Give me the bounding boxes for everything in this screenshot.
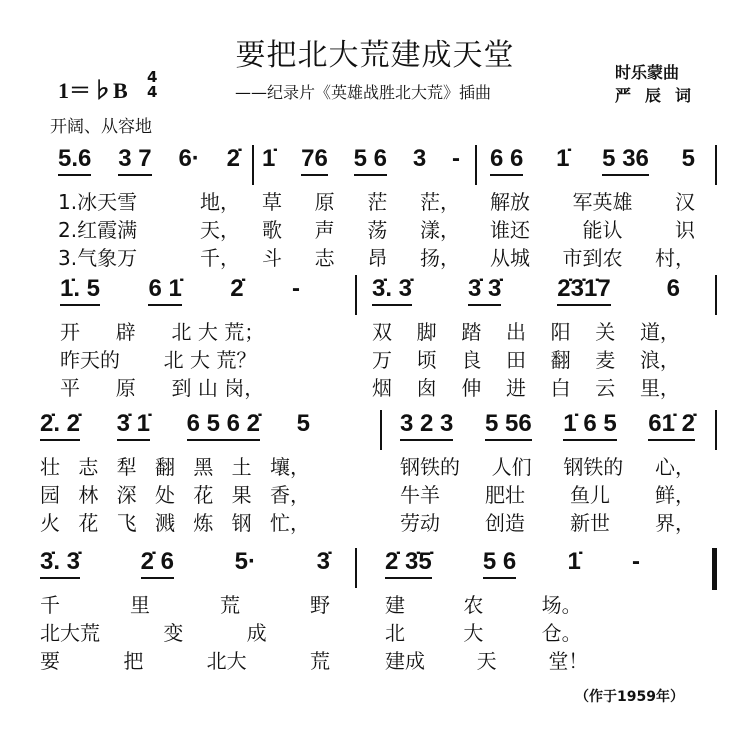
lyricist-credit: 严辰词 — [615, 86, 706, 105]
note-group-row — [372, 272, 680, 306]
lyric-syllable: 道， — [639, 320, 680, 344]
lyric-syllable: 荒 — [309, 649, 330, 673]
lyric-syllable: 把 — [123, 649, 144, 673]
lyric-syllable: 园 — [40, 483, 60, 507]
lyric-syllable: 扬， — [419, 246, 460, 270]
note: 5.6 — [58, 147, 91, 176]
lyric-syllable: 平 — [60, 376, 80, 400]
lyric-syllable: 人们 — [491, 455, 532, 479]
lyric-line-verse-1 — [40, 589, 330, 618]
lyric-syllable: 牛羊 — [400, 483, 440, 507]
lyric-syllable: 创造 — [485, 511, 525, 535]
lyric-syllable: 要 — [40, 649, 60, 673]
note: 1̇ — [556, 145, 570, 172]
lyric-syllable: 识 — [675, 218, 695, 242]
lyric-syllable: 犁 — [116, 455, 137, 479]
note-group-row — [385, 545, 640, 579]
lyric-line-verse-3 — [40, 645, 330, 674]
measure — [262, 142, 460, 277]
lyric-syllable: 千， — [200, 246, 240, 270]
measure — [60, 272, 300, 407]
measure — [490, 142, 695, 277]
lyric-syllable: 新世 — [570, 511, 610, 535]
lyric-syllable: 香， — [269, 483, 310, 507]
lyric-syllable: 堂！ — [548, 649, 589, 673]
lyric-line-verse-2 — [40, 617, 330, 646]
lyric-syllable: 顷 — [416, 348, 437, 372]
lyric-syllable: 界， — [655, 511, 695, 535]
lyric-syllable: 钢 — [231, 511, 252, 535]
song-title: 要把北大荒建成天堂 — [235, 38, 515, 73]
note: 6 1̇ — [148, 277, 181, 306]
lyric-syllable: 场。 — [541, 593, 582, 617]
lyric-syllable: 果 — [231, 483, 252, 507]
lyric-syllable: 昂 — [367, 246, 388, 270]
lyric-line-verse-1 — [385, 589, 640, 618]
lyric-syllable: 火 — [40, 511, 60, 535]
lyric-syllable: 浪， — [639, 348, 680, 372]
lyric-syllable: 北 大 荒； — [171, 320, 265, 344]
measure — [40, 545, 330, 680]
note: 1̇. 5 — [60, 277, 100, 306]
lyric-line-verse-1 — [372, 316, 680, 345]
note: 3 7 — [118, 147, 151, 176]
lyric-syllable: 里 — [130, 593, 150, 617]
lyric-syllable: 千 — [40, 593, 60, 617]
lyric-syllable: 肥壮 — [485, 483, 525, 507]
lyric-syllable: 深 — [116, 483, 137, 507]
lyric-syllable: 茫， — [419, 190, 460, 214]
lyric-syllable: 大 — [463, 621, 484, 645]
note: 5 — [296, 410, 310, 437]
note-group-row — [40, 545, 330, 579]
measure — [58, 142, 240, 277]
lyric-syllable: 北大 — [206, 649, 247, 673]
barline — [475, 145, 477, 185]
lyric-syllable: 翻 — [550, 348, 571, 372]
note: 6 6 — [490, 147, 523, 176]
note-group-row — [400, 407, 695, 441]
note: - — [451, 145, 460, 172]
lyric-line-verse-2 — [40, 479, 310, 508]
lyric-syllable: 农 — [463, 593, 484, 617]
lyric-syllable: 茫 — [367, 190, 388, 214]
lyric-syllable: 3.气象万 — [58, 246, 138, 270]
lyric-syllable: 土 — [231, 455, 252, 479]
lyric-syllable: 麦 — [595, 348, 616, 372]
lyric-syllable: 囱 — [416, 376, 437, 400]
lyric-syllable: 从城 — [490, 246, 530, 270]
lyric-syllable: 飞 — [116, 511, 137, 535]
lyric-line-verse-3 — [490, 242, 695, 271]
lyric-syllable: 野 — [310, 593, 330, 617]
lyric-line-verse-1 — [58, 186, 240, 215]
lyric-syllable: 黑 — [193, 455, 214, 479]
lyric-syllable: 天， — [200, 218, 240, 242]
lyric-syllable: 万 — [372, 348, 392, 372]
lyric-syllable: 汉 — [675, 190, 695, 214]
measure — [385, 545, 640, 680]
lyric-syllable: 云 — [595, 376, 616, 400]
lyric-syllable: 炼 — [193, 511, 214, 535]
lyric-line-verse-2 — [58, 214, 240, 243]
lyric-syllable: 变 — [163, 621, 184, 645]
lyric-syllable: 仓。 — [541, 621, 582, 645]
lyric-line-verse-1 — [60, 316, 300, 345]
lyric-syllable: 建 — [385, 593, 405, 617]
lyric-syllable: 花 — [193, 483, 214, 507]
lyric-syllable: 田 — [505, 348, 526, 372]
lyric-syllable: 荡 — [367, 218, 388, 242]
composer-credit: 时乐蒙曲 — [615, 63, 680, 82]
barline — [715, 410, 717, 450]
lyric-line-verse-1 — [400, 451, 695, 480]
lyric-line-verse-3 — [385, 645, 640, 674]
lyric-syllable: 斗 — [262, 246, 282, 270]
note: 5 6 — [483, 550, 516, 579]
lyric-syllable: 志 — [78, 455, 99, 479]
lyric-line-verse-2 — [60, 344, 300, 373]
barline — [380, 410, 382, 450]
lyric-syllable: 北 大 荒？ — [163, 348, 257, 372]
lyric-syllable: 歌 — [262, 218, 282, 242]
lyric-syllable: 溅 — [154, 511, 175, 535]
lyric-syllable: 志 — [314, 246, 335, 270]
lyric-line-verse-3 — [58, 242, 240, 271]
lyric-syllable: 脚 — [416, 320, 437, 344]
note: 2̇ 6 — [141, 550, 174, 579]
barline — [715, 275, 717, 315]
lyric-syllable: 北大荒 — [40, 621, 100, 645]
time-signature — [147, 70, 157, 100]
lyric-syllable: 建成 — [385, 649, 425, 673]
note: 2̇3̇1̇7 — [557, 277, 610, 306]
lyric-syllable: 烟 — [372, 376, 392, 400]
lyric-syllable: 地， — [200, 190, 240, 214]
lyric-syllable: 花 — [78, 511, 99, 535]
note: 2̇ 3̇5̇ — [385, 550, 432, 579]
lyric-syllable: 钢铁的 — [400, 455, 460, 479]
lyric-line-verse-3 — [40, 507, 310, 536]
note: 61̇ 2̇ — [648, 412, 695, 441]
note: - — [291, 275, 300, 302]
note: 5 56 — [485, 412, 532, 441]
lyric-syllable: 白 — [550, 376, 571, 400]
note: 76 — [301, 147, 328, 176]
lyric-syllable: 谁还 — [490, 218, 530, 242]
measure — [400, 407, 695, 542]
note: 3̇. 3̇ — [372, 277, 412, 306]
note: 5 — [681, 145, 695, 172]
lyric-syllable: 踏 — [461, 320, 482, 344]
lyric-syllable: 伸 — [461, 376, 482, 400]
lyric-syllable: 军英雄 — [572, 190, 633, 214]
note: 6 5 6 2̇ — [187, 412, 260, 441]
lyric-line-verse-3 — [60, 372, 300, 401]
lyric-syllable: 翻 — [154, 455, 175, 479]
key-signature: 1＝♭B — [58, 78, 128, 103]
lyric-syllable: 成 — [246, 621, 267, 645]
note: 3̇ 3̇ — [468, 277, 501, 306]
lyric-syllable: 心， — [654, 455, 695, 479]
lyric-syllable: 草 — [262, 190, 282, 214]
final-double-barline — [712, 548, 717, 590]
meter-top: 4 — [147, 68, 158, 86]
lyric-syllable: 辟 — [115, 320, 136, 344]
lyric-syllable: 到 山 岗， — [171, 376, 265, 400]
tempo-marking: 开阔、从容地 — [50, 117, 152, 137]
note: 5 6 — [354, 147, 387, 176]
lyric-syllable: 双 — [372, 320, 392, 344]
lyric-syllable: 关 — [595, 320, 616, 344]
lyric-syllable: 2.红霞满 — [58, 218, 138, 242]
note: 2̇ — [230, 275, 244, 302]
lyric-syllable: 解放 — [490, 190, 530, 214]
barline — [355, 275, 357, 315]
lyric-syllable: 1.冰天雪 — [58, 190, 138, 214]
measure — [40, 407, 310, 542]
lyric-syllable: 荒 — [220, 593, 240, 617]
note: 3 — [412, 145, 427, 172]
meter-bottom: 4 — [147, 83, 158, 101]
measure — [372, 272, 680, 407]
lyric-syllable: 村， — [655, 246, 695, 270]
lyric-syllable: 鲜， — [655, 483, 695, 507]
note-group-row — [60, 272, 300, 306]
lyric-line-verse-3 — [400, 507, 695, 536]
note: 3̇ 1̇ — [117, 412, 150, 441]
lyric-syllable: 阳 — [550, 320, 571, 344]
note: 1̇ — [262, 145, 276, 172]
note-group-row — [58, 142, 240, 176]
lyric-line-verse-1 — [262, 186, 460, 215]
lyric-syllable: 里， — [639, 376, 680, 400]
lyric-syllable: 处 — [154, 483, 175, 507]
lyric-syllable: 钢铁的 — [563, 455, 624, 479]
lyric-syllable: 天 — [476, 649, 497, 673]
lyric-syllable: 能认 — [582, 218, 623, 242]
note: 1̇ — [567, 548, 581, 575]
lyric-syllable: 忙， — [269, 511, 310, 535]
lyric-syllable: 良 — [461, 348, 482, 372]
lyric-line-verse-2 — [385, 617, 640, 646]
barline — [715, 145, 717, 185]
lyric-syllable: 林 — [78, 483, 99, 507]
note: 2̇ — [226, 145, 240, 172]
lyric-line-verse-3 — [372, 372, 680, 401]
lyric-syllable: 漾， — [419, 218, 460, 242]
lyric-syllable: 劳动 — [400, 511, 440, 535]
lyric-line-verse-1 — [40, 451, 310, 480]
note-group-row — [40, 407, 310, 441]
note: 3̇ — [316, 548, 330, 575]
lyric-syllable: 壮 — [40, 455, 60, 479]
lyric-syllable: 壤， — [269, 455, 310, 479]
composition-date: （作于1959年） — [575, 689, 684, 705]
lyric-line-verse-3 — [262, 242, 460, 271]
note: 5· — [234, 548, 256, 575]
lyric-syllable: 声 — [314, 218, 335, 242]
lyric-line-verse-1 — [490, 186, 695, 215]
note-group-row — [490, 142, 695, 176]
note: 1̇ 6 5 — [563, 412, 616, 441]
lyric-line-verse-2 — [400, 479, 695, 508]
lyric-syllable: 原 — [314, 190, 335, 214]
note: 6· — [178, 145, 200, 172]
subtitle: ——纪录片《英雄战胜北大荒》插曲 — [235, 83, 492, 102]
note: - — [631, 548, 640, 575]
lyric-line-verse-2 — [490, 214, 695, 243]
lyric-syllable: 出 — [505, 320, 526, 344]
lyric-syllable: 昨天的 — [60, 348, 120, 372]
barline — [252, 145, 254, 185]
note: 5 36 — [602, 147, 649, 176]
lyric-line-verse-2 — [262, 214, 460, 243]
lyric-syllable: 进 — [505, 376, 526, 400]
lyric-syllable: 开 — [60, 320, 80, 344]
note-group-row — [262, 142, 460, 176]
lyric-syllable: 原 — [115, 376, 136, 400]
lyric-syllable: 鱼儿 — [570, 483, 610, 507]
note: 6 — [666, 275, 680, 302]
lyric-syllable: 北 — [385, 621, 405, 645]
note: 2̇. 2̇ — [40, 412, 80, 441]
lyric-syllable: 市到农 — [562, 246, 623, 270]
note: 3̇. 3̇ — [40, 550, 80, 579]
barline — [355, 548, 357, 588]
note: 3 2 3 — [400, 412, 453, 441]
lyric-line-verse-2 — [372, 344, 680, 373]
